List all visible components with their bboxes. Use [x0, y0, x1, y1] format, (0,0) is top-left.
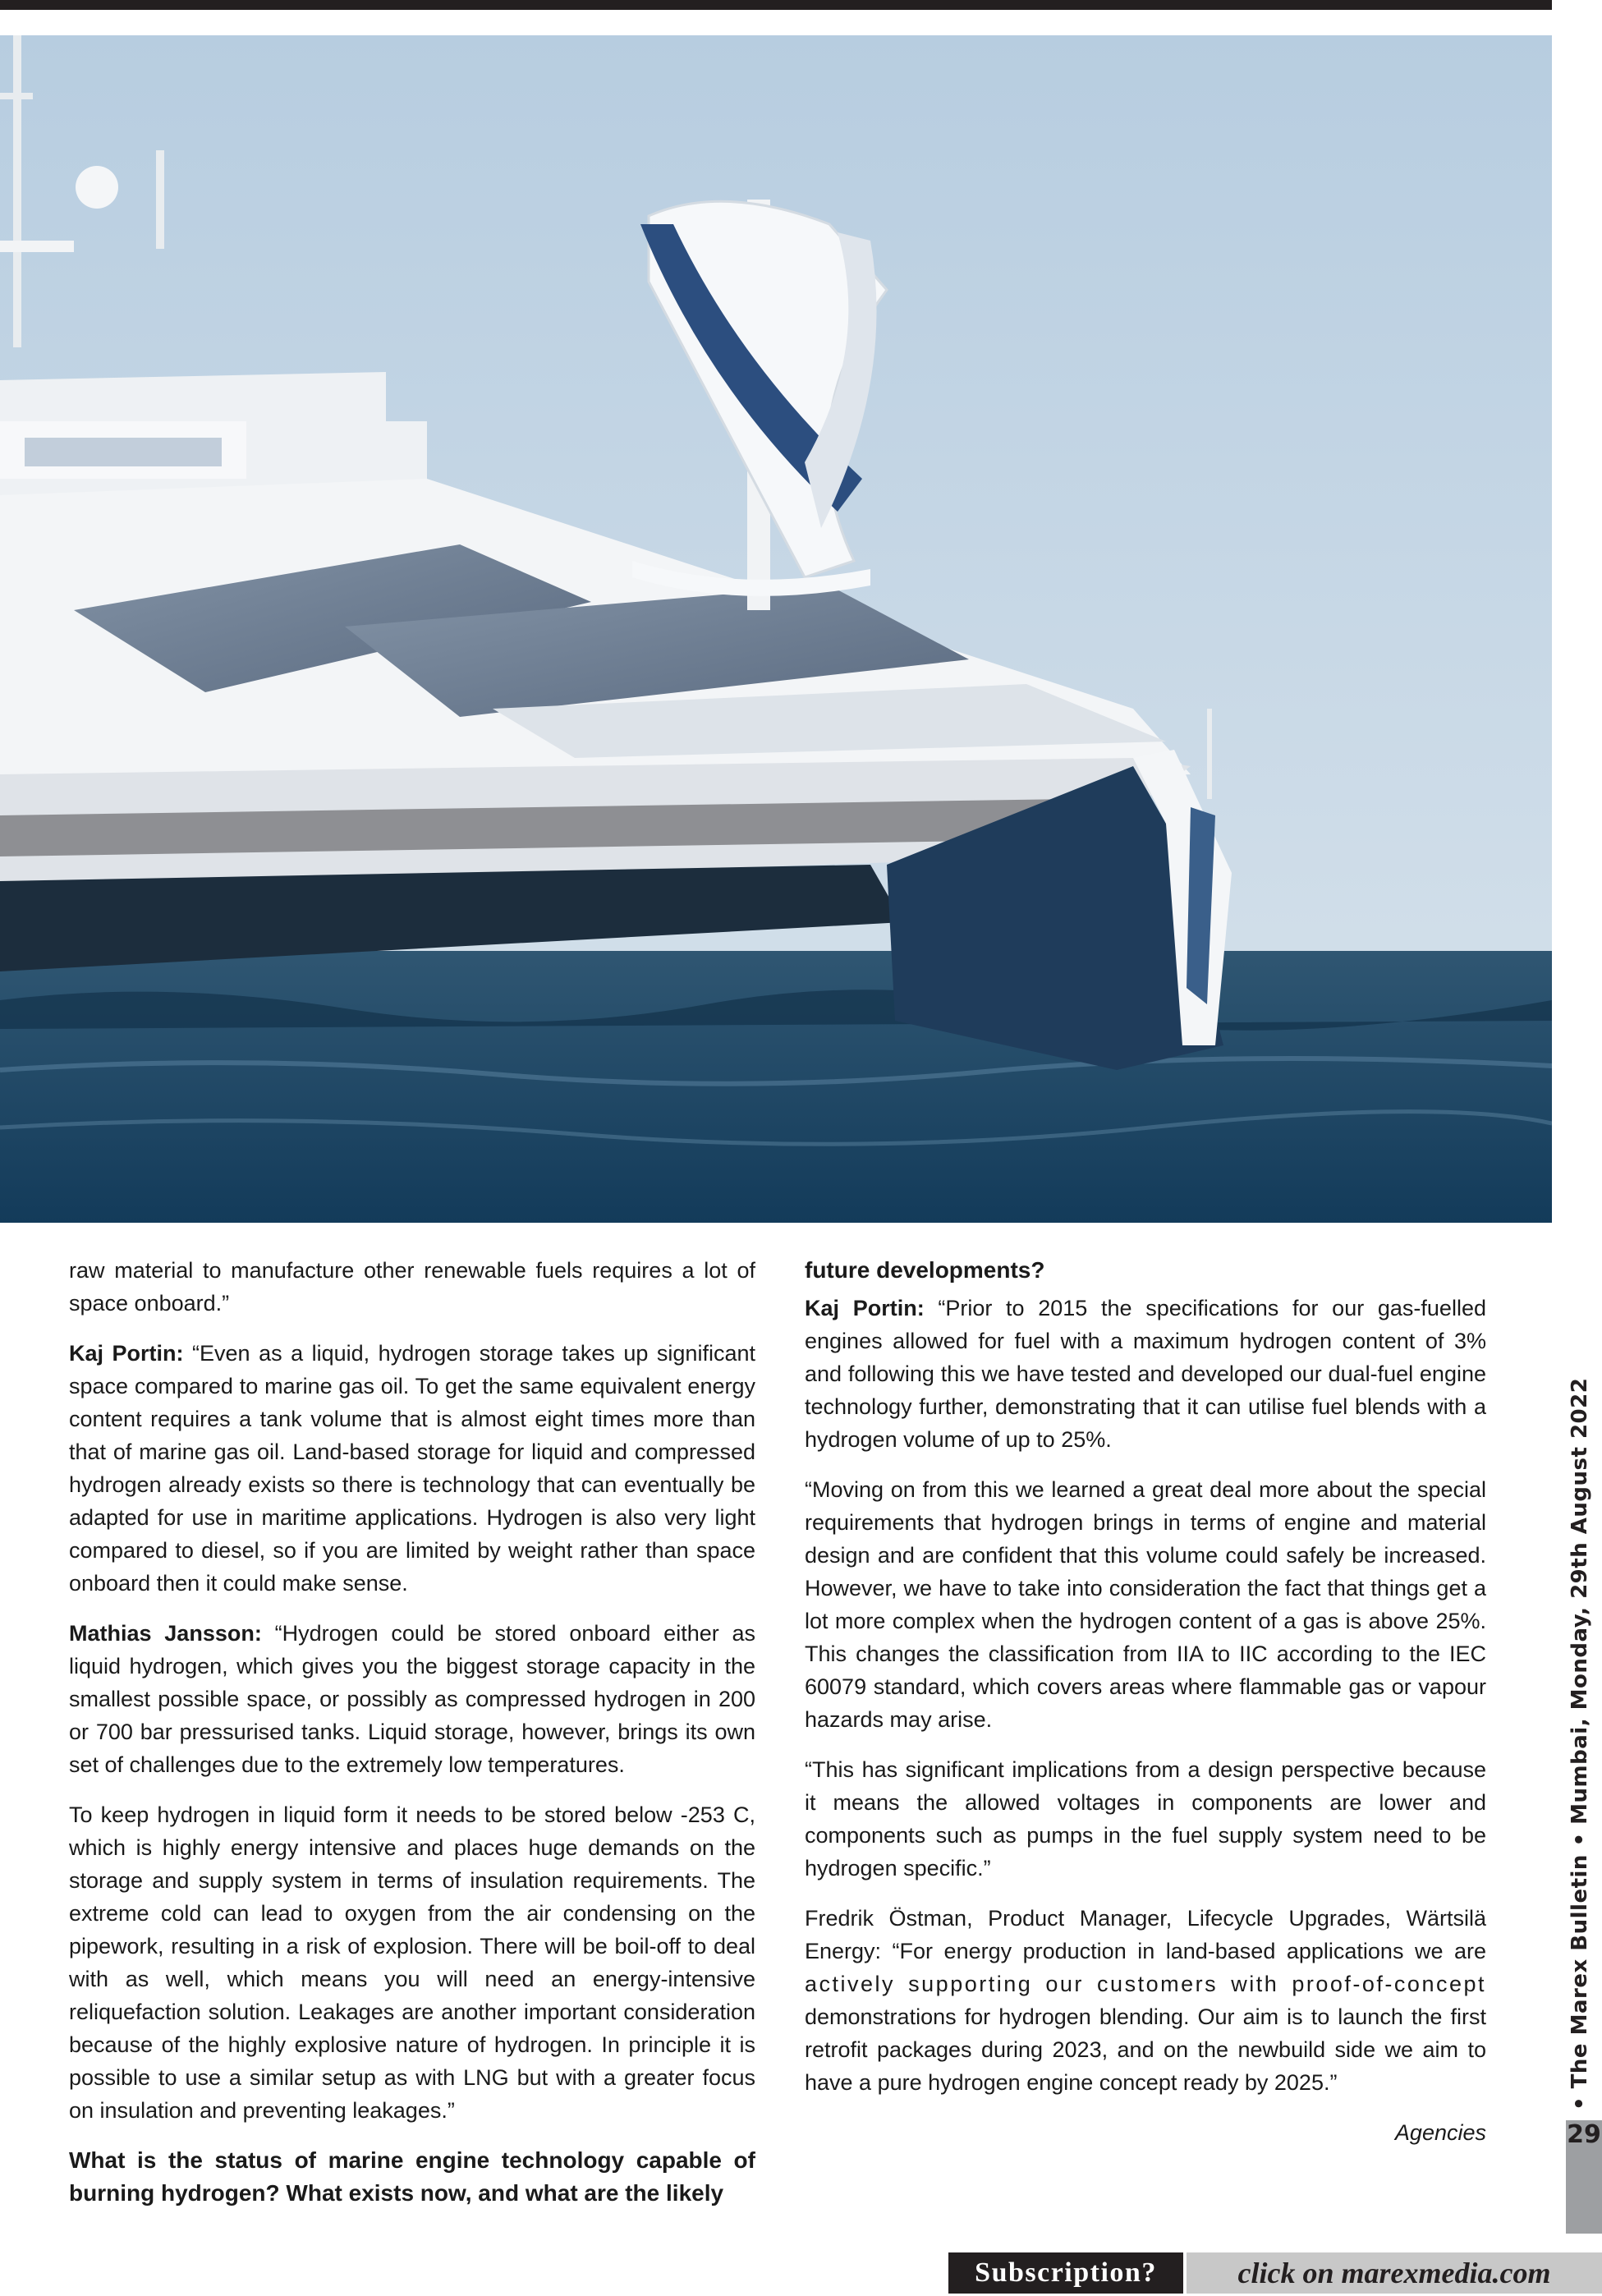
paragraph: raw material to manufacture other renewable fuels requires a lot of space onboard.” — [69, 1258, 755, 1316]
paragraph — [805, 1292, 1486, 1456]
hydrogen-catamaran-photo — [0, 35, 1552, 1223]
speaker-name: Kaj Portin: — [69, 1341, 184, 1366]
paragraph — [69, 1617, 755, 1781]
paragraph-text: “Prior to 2015 the specifications for our gas-fuelled engines allowed for fuel with a maximum hydrogen content of 3% and following this we have tested and developed our dual-fuel engine technology further, demonstrating that it can utilise fuel blends with a hydrogen volume of up to 25%. — [805, 1296, 1486, 1452]
subscription-footer — [948, 2252, 1602, 2294]
article-credit: Agencies — [1394, 2120, 1486, 2145]
page-number: 29 — [1567, 2120, 1601, 2149]
marexmedia-link[interactable]: click on marexmedia.com — [1187, 2252, 1602, 2294]
interview-question: What is the status of marine engine technology capable of burning hydrogen? What exists now, and what are the likely — [69, 2147, 755, 2206]
speaker-name: Mathias Jansson: — [69, 1621, 262, 1646]
paragraph: “Moving on from this we learned a great deal more about the special requirements that hydrogen brings in terms of engine and material design and are confident that this volume could safely be increased. However, we have to take into consideration the fact that things get a lot more complex when the hydrogen content of a gas is above 25%. This changes the classification from IIA to IIC according to the IEC 60079 standard, which covers areas where flammable gas or vapour hazards may arise. — [805, 1477, 1486, 1732]
paragraph: To keep hydrogen in liquid form it needs to be stored below -253 C, which is highly energy intensive and places huge demands on the storage and supply system in terms of insulation requirements. The extreme cold can lead to oxygen from the air condensing on the pipework, resulting in a risk of explosion. There will be boil-off to deal with as well, which means you will need an energy-intensive reliquefaction solution. Leakages are another important consideration because of the highly explosive nature of hydrogen. In principle it is possible to use a similar setup as with LNG but with a greater focus on insulation and preventing leakages.” — [69, 1802, 755, 2123]
speaker-name: Kaj Portin: — [805, 1296, 925, 1320]
article-column-right — [805, 1254, 1486, 2166]
publication-sidebar: • The Marex Bulletin • Mumbai, Monday, 29th August 2022 — [1568, 1377, 1592, 2110]
subscription-button[interactable]: Subscription? — [948, 2252, 1183, 2294]
paragraph-text: “Hydrogen could be stored onboard either as liquid hydrogen, which gives you the biggest storage capacity in the smallest possible space, or possibly as compressed hydrogen in 200 or 700 bar pressurised tanks. Liquid storage, however, brings its own set of challenges due to the extremely low temperatures. — [69, 1621, 755, 1777]
paragraph-text: actively supporting our customers with proof-of-concept — [805, 1972, 1486, 1996]
paragraph-text: “Even as a liquid, hydrogen storage takes up significant space compared to marine gas oil. To get the same equivalent energy content requires a tank volume that is almost eight times more than that of marine gas oil. Land-based storage for liquid and compressed hydrogen already exists so there is technology that can eventually be adapted for use in maritime applications. Hydrogen is also very light compared to diesel, so if you are limited by weight rather than space onboard then it could make sense. — [69, 1341, 755, 1596]
page-number-box — [1566, 2120, 1602, 2234]
interview-question-end: future developments? — [805, 1257, 1045, 1283]
paragraph-text: demonstrations for hydrogen blending. Our aim is to launch the first retrofit packages during 2023, and on the newbuild side we aim to have a pure hydrogen engine concept ready by 2025.” — [805, 2004, 1486, 2095]
paragraph: “This has significant implications from a design perspective because it means the allowed voltages in components are lower and components such as pumps in the fuel supply system need to be hydrogen specific.” — [805, 1757, 1486, 1880]
top-rule — [0, 0, 1552, 10]
paragraph-text: Fredrik Östman, Product Manager, Lifecycle Upgrades, Wärtsilä Energy: “For energy production in land-based applications we are — [805, 1906, 1486, 1963]
paragraph — [805, 1902, 1486, 2099]
article-column-left — [69, 1254, 755, 2227]
paragraph — [69, 1337, 755, 1600]
